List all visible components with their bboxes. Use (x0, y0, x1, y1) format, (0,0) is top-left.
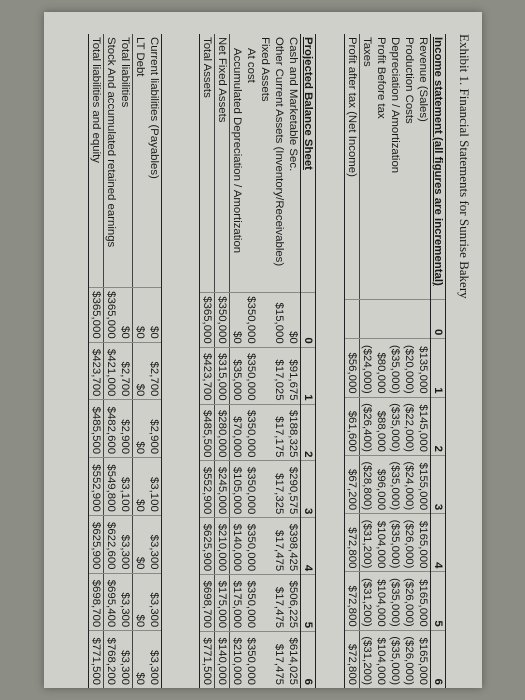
row-label: Depreciation / Amortization (389, 37, 401, 174)
year-header: 3 (301, 461, 316, 518)
table-row (416, 34, 431, 688)
cell-value: ($24,000) (360, 339, 375, 397)
document-photo (44, 12, 482, 688)
cell-value: $96,000 (374, 455, 388, 513)
row-label: Revenue (Sales) (417, 37, 429, 122)
cell-value: $771,500 (89, 631, 104, 688)
cell-value: $506,225 (286, 575, 301, 632)
cell-value: $0 (147, 288, 162, 343)
cell-value: $88,000 (374, 397, 388, 455)
table-row (286, 34, 301, 688)
cell-value: $350,000 (244, 347, 258, 404)
table-row (89, 34, 104, 688)
year-header: 4 (301, 518, 316, 575)
cell-value: ($35,000) (388, 397, 402, 455)
cell-value: $350,000 (244, 632, 258, 688)
cell-value: $350,000 (244, 461, 258, 518)
cell-value: $61,600 (345, 397, 360, 455)
cell-value: $17,475 (272, 575, 286, 632)
row-label: Current liabilities (Payables) (147, 34, 162, 288)
cell-value: ($35,000) (388, 455, 402, 513)
table-row (258, 34, 272, 688)
year-header: 1 (301, 347, 316, 404)
row-label: Other Current Assets (Inventory/Receivables) (273, 37, 285, 267)
cell-value: $2,900 (118, 400, 133, 458)
cell-value: $56,000 (345, 339, 360, 397)
exhibit-title: Exhibit 1. Financial Statements for Sunrise Bakery (457, 34, 472, 299)
cell-value: ($35,000) (388, 630, 402, 688)
cell-value (258, 575, 272, 632)
cell-value: ($31,200) (360, 630, 375, 688)
cell-value: $165,000 (416, 630, 431, 688)
table-row (133, 34, 148, 688)
cell-value: ($20,000) (402, 339, 416, 397)
cell-value: $17,475 (272, 518, 286, 575)
cell-value: $552,900 (200, 461, 215, 518)
year-header: 4 (431, 514, 446, 572)
cell-value: $3,300 (118, 631, 133, 688)
cell-value: $0 (133, 515, 148, 573)
cell-value: $423,700 (200, 347, 215, 404)
cell-value: $771,500 (200, 632, 215, 688)
cell-value: $2,700 (147, 342, 162, 400)
cell-value (258, 293, 272, 348)
row-label: Total Assets (200, 34, 215, 293)
cell-value: $350,000 (244, 293, 258, 348)
year-header: 3 (431, 455, 446, 513)
year-header: 5 (431, 572, 446, 630)
cell-value (360, 300, 375, 339)
section-title: Projected Balance Sheet (301, 34, 316, 293)
cell-value: $165,000 (416, 514, 431, 572)
cell-value: $104,000 (374, 514, 388, 572)
table-row (200, 34, 215, 688)
table-row (345, 34, 360, 688)
cell-value: ($26,000) (402, 630, 416, 688)
cell-value: $398,425 (286, 518, 301, 575)
cell-value: $67,200 (345, 455, 360, 513)
cell-value: $72,800 (345, 514, 360, 572)
cell-value (402, 300, 416, 339)
row-label: Production Costs (403, 37, 415, 124)
year-header: 6 (301, 632, 316, 688)
cell-value: $350,000 (244, 575, 258, 632)
cell-value: $72,800 (345, 572, 360, 630)
table-row (230, 34, 245, 688)
table-row (402, 34, 416, 688)
year-header: 1 (431, 339, 446, 397)
cell-value: $245,000 (215, 461, 230, 518)
cell-value: $140,000 (215, 632, 230, 688)
liabilities-table (88, 34, 162, 688)
row-label: Taxes (361, 37, 373, 67)
cell-value (345, 300, 360, 339)
cell-value: $188,325 (286, 404, 301, 461)
cell-value: $365,000 (89, 288, 104, 343)
cell-value: $3,300 (118, 573, 133, 631)
row-label: Net Fixed Assets (215, 34, 230, 293)
year-header: 2 (431, 397, 446, 455)
balance-sheet-table (199, 34, 316, 688)
cell-value: $315,000 (215, 347, 230, 404)
cell-value: $2,900 (147, 400, 162, 458)
cell-value: $17,475 (272, 632, 286, 688)
cell-value: $485,500 (89, 400, 104, 458)
cell-value: $423,700 (89, 342, 104, 400)
cell-value: $0 (286, 293, 301, 348)
cell-value: $0 (230, 293, 245, 348)
cell-value: $350,000 (244, 518, 258, 575)
cell-value: $3,300 (147, 515, 162, 573)
cell-value: ($26,000) (402, 572, 416, 630)
cell-value (258, 518, 272, 575)
cell-value: $695,400 (104, 573, 119, 631)
cell-value: $365,000 (200, 293, 215, 348)
cell-value: $140,000 (230, 518, 245, 575)
cell-value: $175,000 (230, 575, 245, 632)
cell-value: $165,000 (416, 572, 431, 630)
cell-value (258, 347, 272, 404)
cell-value (258, 632, 272, 688)
row-label: LT Debt (134, 37, 146, 77)
cell-value: $421,000 (104, 342, 119, 400)
table-header-row (301, 34, 316, 688)
table-row (272, 34, 286, 688)
cell-value: $0 (133, 400, 148, 458)
table-row (244, 34, 258, 688)
cell-value: $698,700 (200, 575, 215, 632)
cell-value: $365,000 (104, 288, 119, 343)
cell-value: $3,100 (147, 458, 162, 516)
cell-value: $2,700 (118, 342, 133, 400)
table-row (118, 34, 133, 688)
row-label: Total liabilities (118, 34, 133, 288)
year-header: 0 (301, 293, 316, 348)
cell-value: $3,100 (118, 458, 133, 516)
row-label: Cash and Marketable Sec. (287, 37, 299, 172)
cell-value: $350,000 (244, 404, 258, 461)
cell-value: $3,300 (147, 631, 162, 688)
cell-value: $135,000 (416, 339, 431, 397)
cell-value: ($22,000) (402, 397, 416, 455)
cell-value: $0 (133, 631, 148, 688)
cell-value: $552,900 (89, 458, 104, 516)
cell-value: $549,800 (104, 458, 119, 516)
year-header: 2 (301, 404, 316, 461)
cell-value: $155,000 (416, 455, 431, 513)
income-statement-table (344, 34, 446, 688)
cell-value: $0 (133, 458, 148, 516)
cell-value: $622,600 (104, 515, 119, 573)
cell-value: ($35,000) (388, 572, 402, 630)
cell-value: $210,000 (230, 632, 245, 688)
cell-value (258, 461, 272, 518)
cell-value: $350,000 (215, 293, 230, 348)
cell-value: $482,600 (104, 400, 119, 458)
cell-value: $290,575 (286, 461, 301, 518)
cell-value (388, 300, 402, 339)
row-label: Fixed Assets (259, 37, 271, 102)
cell-value (416, 300, 431, 339)
cell-value: $104,000 (374, 630, 388, 688)
cell-value: $17,325 (272, 461, 286, 518)
cell-value: ($26,000) (402, 514, 416, 572)
cell-value: $104,000 (374, 572, 388, 630)
row-label: Accumulated Depreciation / Amortization (231, 48, 243, 254)
cell-value: $625,900 (89, 515, 104, 573)
cell-value: $210,000 (215, 518, 230, 575)
section-title: Income statement (all figures are incremental) (431, 34, 446, 300)
cell-value: $0 (133, 288, 148, 343)
cell-value: $35,000 (230, 347, 245, 404)
cell-value: ($26,400) (360, 397, 375, 455)
table-row (374, 34, 388, 688)
cell-value: $17,025 (272, 347, 286, 404)
cell-value (374, 300, 388, 339)
cell-value: $145,000 (416, 397, 431, 455)
cell-value: ($31,200) (360, 514, 375, 572)
cell-value: $768,200 (104, 631, 119, 688)
table-row (104, 34, 119, 688)
table-row (147, 34, 162, 688)
cell-value: $485,500 (200, 404, 215, 461)
cell-value: $698,700 (89, 573, 104, 631)
cell-value: $175,000 (215, 575, 230, 632)
cell-value: ($24,000) (402, 455, 416, 513)
cell-value: $80,000 (374, 339, 388, 397)
cell-value: $280,000 (215, 404, 230, 461)
table-header-row (431, 34, 446, 688)
year-header: 5 (301, 575, 316, 632)
cell-value: ($31,200) (360, 572, 375, 630)
cell-value: $17,175 (272, 404, 286, 461)
cell-value: $91,675 (286, 347, 301, 404)
row-label: At cost (245, 48, 257, 83)
row-label: Profit after tax (Net Income) (345, 34, 360, 300)
cell-value: $105,000 (230, 461, 245, 518)
cell-value: $72,800 (345, 630, 360, 688)
rotated-page (44, 12, 482, 688)
cell-value: $0 (133, 573, 148, 631)
table-row (388, 34, 402, 688)
table-row (360, 34, 375, 688)
row-label: Stock And accumulated retained earnings (105, 37, 117, 248)
table-row (215, 34, 230, 688)
cell-value: $15,000 (272, 293, 286, 348)
cell-value: $614,025 (286, 632, 301, 688)
row-label: Total liabilities and equity (89, 34, 104, 288)
cell-value: $70,000 (230, 404, 245, 461)
cell-value: $3,300 (147, 573, 162, 631)
row-label: Profit Before tax (375, 37, 387, 119)
year-header: 0 (431, 300, 446, 339)
cell-value: ($28,800) (360, 455, 375, 513)
cell-value: ($35,000) (388, 514, 402, 572)
cell-value: ($35,000) (388, 339, 402, 397)
cell-value: $0 (118, 288, 133, 343)
year-header: 6 (431, 630, 446, 688)
cell-value: $0 (133, 342, 148, 400)
cell-value (258, 404, 272, 461)
cell-value: $625,900 (200, 518, 215, 575)
cell-value: $3,300 (118, 515, 133, 573)
